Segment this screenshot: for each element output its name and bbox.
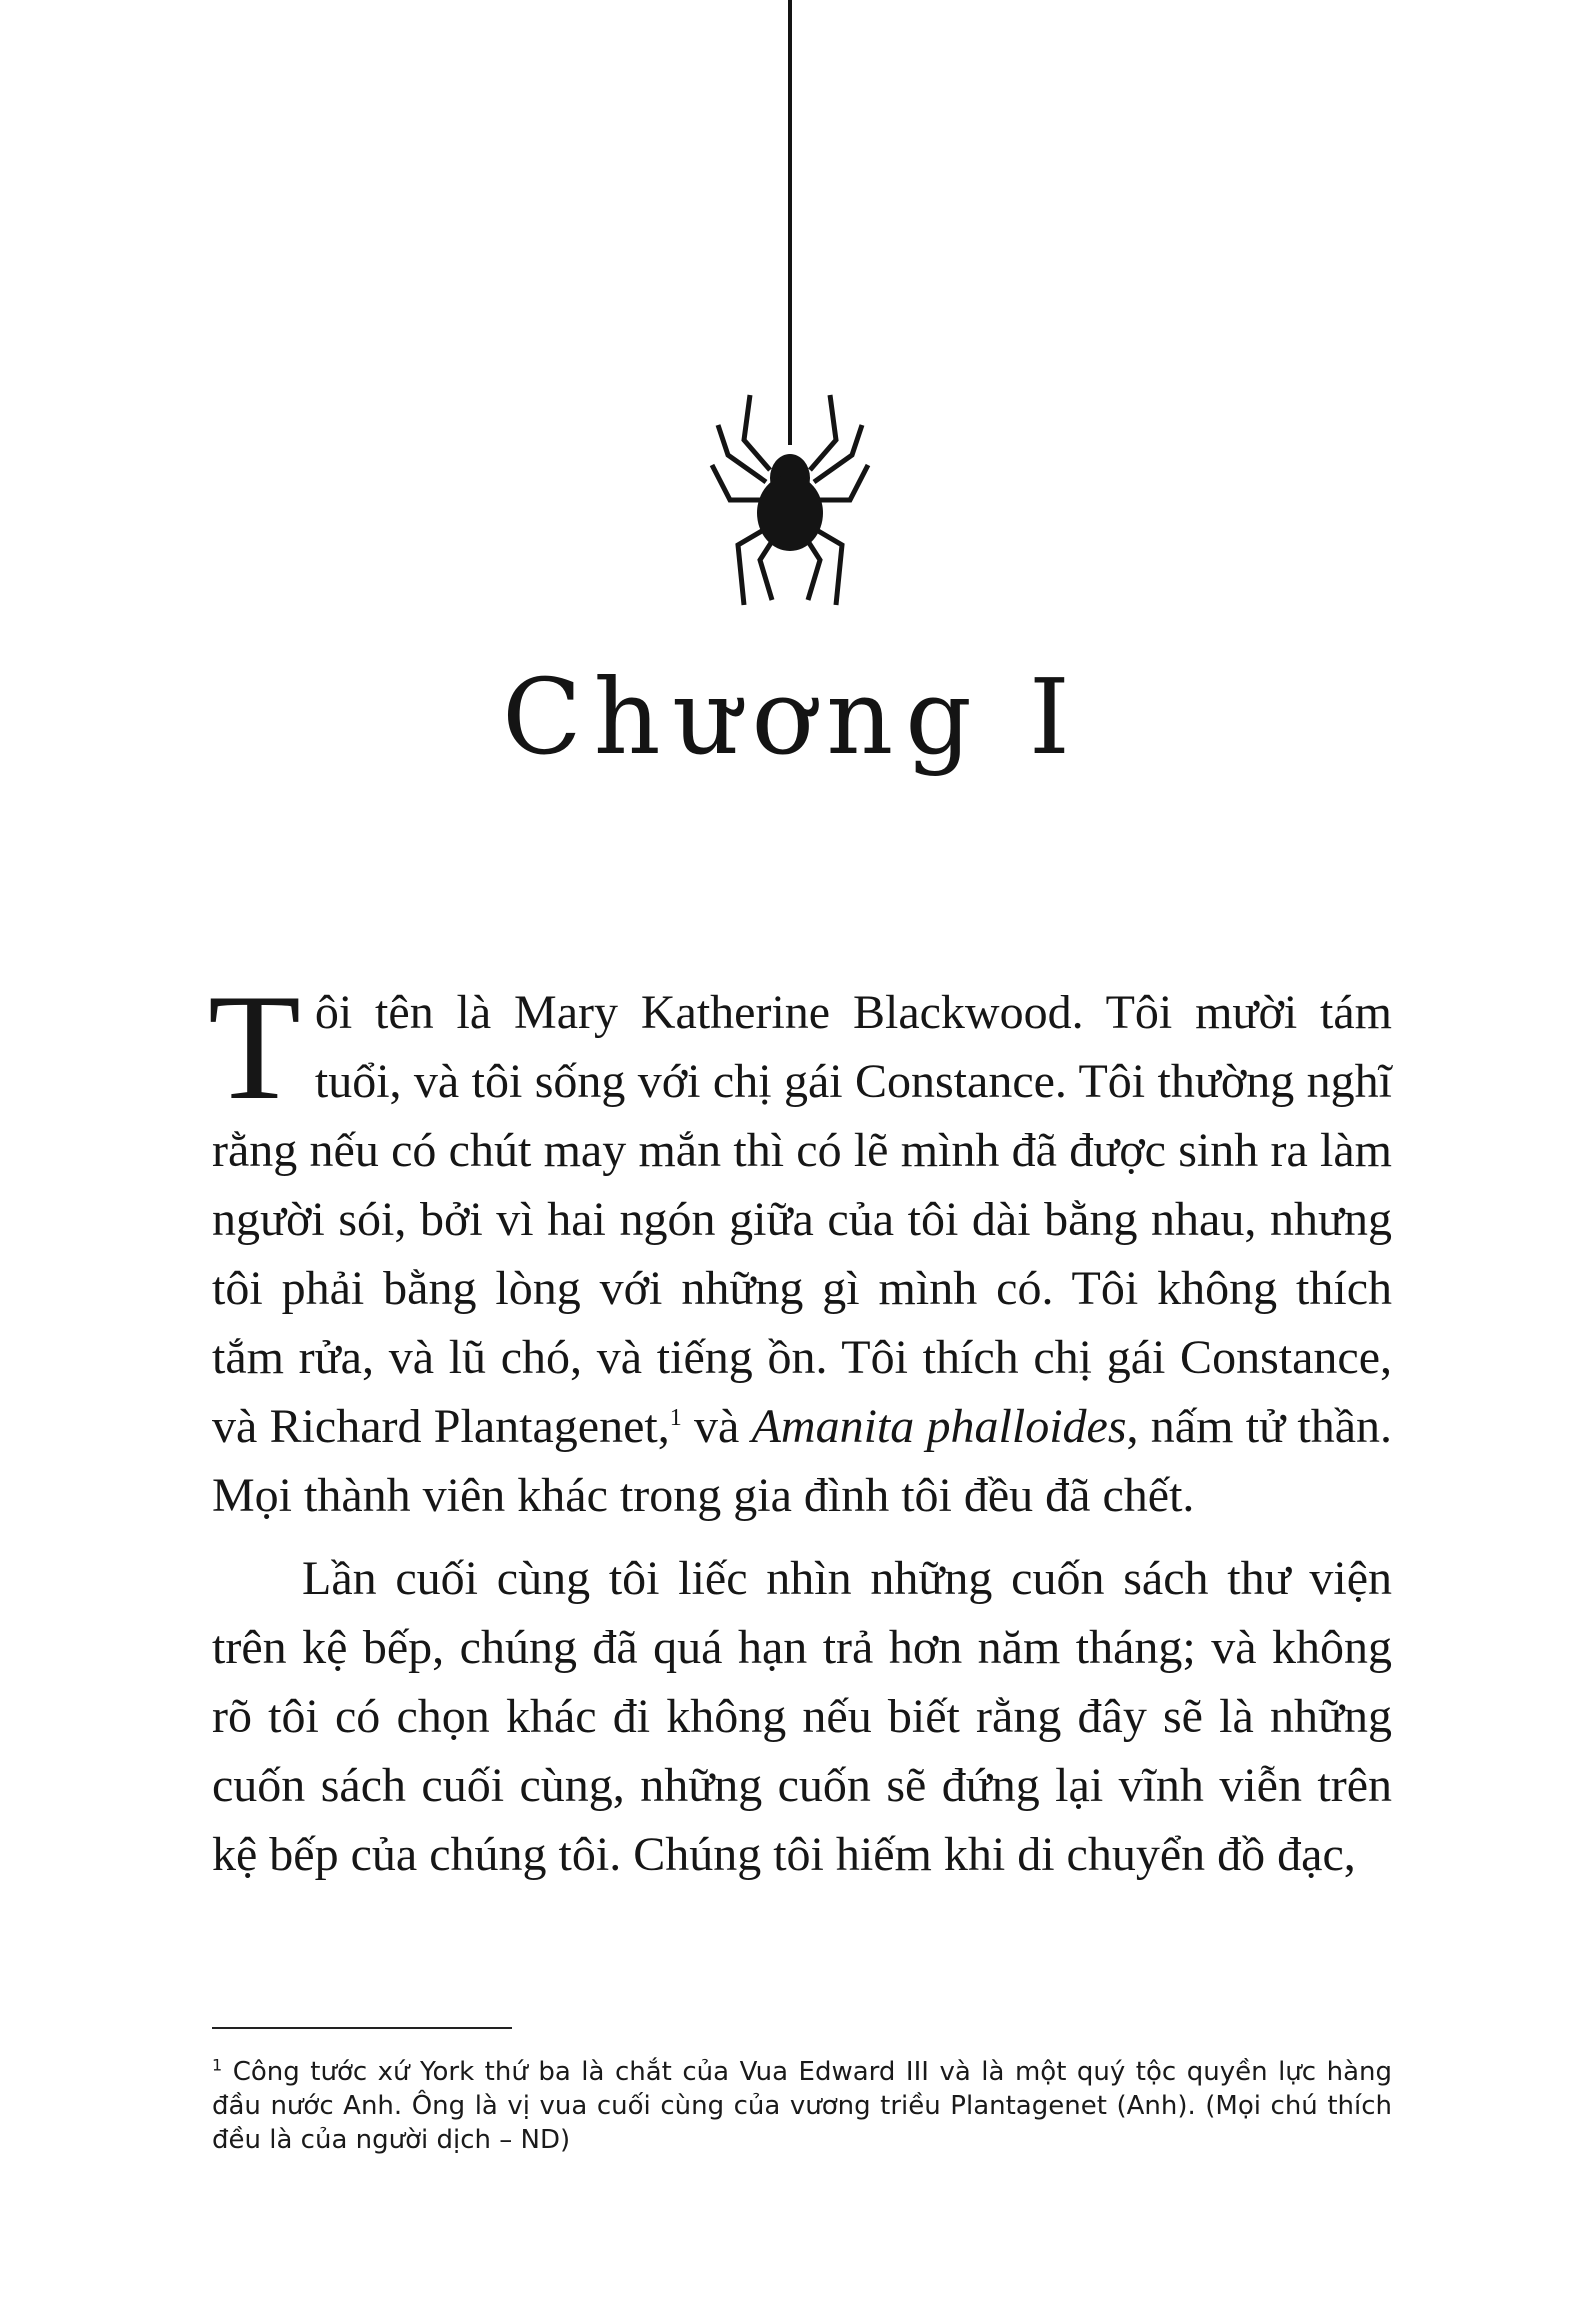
footnote-text: Công tước xứ York thứ ba là chắt của Vua Edward III và là một quý tộc quyền lực hàng đầu nước Anh. Ông là vị vua cuối cùng của vương triều Plantagenet (Anh). (Mọi chú thích đều là của người dịch – ND) bbox=[212, 2057, 1392, 2155]
spider-icon bbox=[700, 0, 880, 620]
paragraph-1-text-a: ôi tên là Mary Katherine Blackwood. Tôi mười tám tuổi, và tôi sống với chị gái Constance. Tôi thường nghĩ rằng nếu có chút may mắn thì có lẽ mình đã được sinh ra làm người sói, bởi vì hai ngón giữa của tôi dài bằng nhau, nhưng tôi phải bằng lòng với những gì mình có. Tôi không thích tắm rửa, và lũ chó, và tiếng ồn. Tôi thích chị gái Constance, và Richard Plantagenet, bbox=[212, 986, 1392, 1453]
paragraph-1 bbox=[208, 963, 1392, 1530]
body-text bbox=[208, 963, 1392, 1889]
footnote-reference: 1 bbox=[669, 1405, 682, 1431]
footnote-number: 1 bbox=[212, 2055, 223, 2075]
paragraph-1-italic: Amanita phalloides bbox=[751, 1400, 1127, 1453]
footnote bbox=[212, 2055, 1392, 2157]
footnote-divider bbox=[212, 2027, 512, 2029]
paragraph-2: Lần cuối cùng tôi liếc nhìn những cuốn sách thư viện trên kệ bếp, chúng đã quá hạn trả hơn năm tháng; và không rõ tôi có chọn khác đi không nếu biết rằng đây sẽ là những cuốn sách cuối cùng, những cuốn sẽ đứng lại vĩnh viễn trên kệ bếp của chúng tôi. Chúng tôi hiếm khi di chuyển đồ đạc, bbox=[212, 1552, 1392, 1881]
spider-drawing bbox=[700, 0, 880, 620]
paragraph-1-text-b: và bbox=[681, 1400, 752, 1453]
paragraph-1-text-c: , nấm tử thần. Mọi thành viên khác trong gia đình tôi đều đã chết. bbox=[212, 1400, 1392, 1522]
drop-cap: T bbox=[208, 963, 301, 1131]
spider-abdomen bbox=[757, 475, 823, 551]
chapter-title: Chương I bbox=[502, 656, 1082, 778]
